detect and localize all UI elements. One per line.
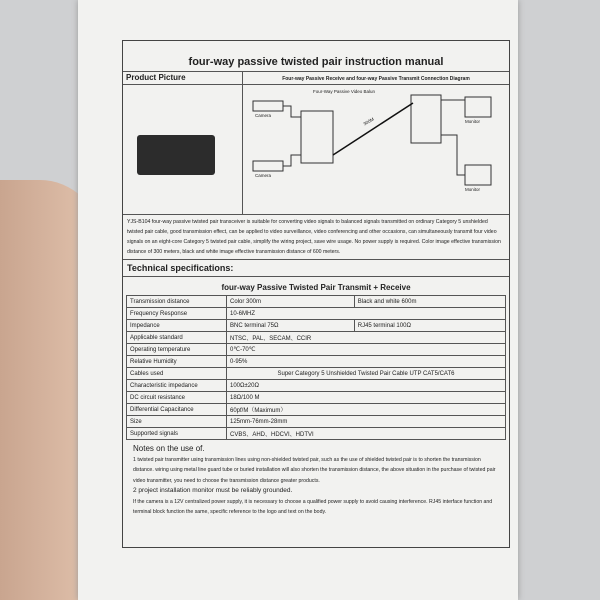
diagram-title: Four-way Passive Receive and four-way Passive Transmit Connection Diagram	[282, 76, 470, 82]
spec-key: Characteristic impedance	[127, 380, 227, 392]
spec-key: Supported signals	[127, 428, 227, 440]
spec-row	[127, 380, 506, 392]
spec-key: DC circuit resistance	[127, 392, 227, 404]
spec-row	[127, 296, 506, 308]
spec-key: Applicable standard	[127, 332, 227, 344]
spec-value: Super Category 5 Unshielded Twisted Pair Cable UTP CAT5/CAT6	[227, 368, 506, 380]
note-2: 2 project installation monitor must be reliably grounded.	[133, 487, 293, 494]
product-description: YJS-B104 four-way passive twisted pair transceiver is suitable for converting video signals to balanced signals transmitted on ordinary Category 5 unshielded twisted pair cable, good transmission effect, can be applied to video surveillance, video conferencing and other occasions, can simultaneously transmit four video signals on an eight-core Category 5 twisted pair cable, simplify the wiring project, save wire usage. No power supply is required. Color image effective transmission distance of 300 meters, black and white image effective transmission distance of 600 meters.	[123, 215, 509, 260]
balun-label: Four-Way Passive Video Balun	[313, 89, 376, 94]
tech-specs-heading: Technical specifications:	[123, 260, 509, 277]
spec-key: Size	[127, 416, 227, 428]
table-title: four-way Passive Twisted Pair Transmit + Receive	[221, 283, 411, 292]
spec-key: Impedance	[127, 320, 227, 332]
spec-value: Black and white 600m	[354, 296, 505, 308]
note-1: 1 twisted pair transmitter using transmission lines using non-shielded twisted pair, such as the use of shielded twisted pair is to shorten the transmission distance. wiring using metal line guard tube or buried installation will also shorten the transmission distance, the above situation in the purchase of twisted pair video transmitter, you need to choose the transmission distance greater products.	[133, 456, 496, 484]
spec-key: Relative Humidity	[127, 356, 227, 368]
spec-value: RJ45 terminal 100Ω	[354, 320, 505, 332]
spec-row	[127, 416, 506, 428]
spec-key: Transmission distance	[127, 296, 227, 308]
spec-row	[127, 368, 506, 380]
spec-key: Cables used	[127, 368, 227, 380]
instruction-manual	[122, 40, 510, 548]
product-picture-label: Product Picture	[123, 72, 243, 84]
spec-row	[127, 308, 506, 320]
spec-value: NTSC、PAL、SECAM、CCIR	[227, 332, 506, 344]
spec-row	[127, 320, 506, 332]
spec-value: 125mm-76mm-28mm	[227, 416, 506, 428]
connection-diagram	[243, 85, 509, 214]
spec-key: Operating temperature	[127, 344, 227, 356]
monitor-label: Monitor	[465, 187, 481, 192]
spec-value: 0-95%	[227, 356, 506, 368]
spec-value: 0℃-70℃	[227, 344, 506, 356]
spec-row	[127, 332, 506, 344]
note-3: If the camera is a 12V centralized power supply, it is necessary to choose a qualified power supply to avoid causing interference. RJ45 interface function and terminal block function the same, specific reference to the logo and text on the body.	[133, 498, 493, 515]
spec-row	[127, 344, 506, 356]
monitor-label: Monitor	[465, 119, 481, 124]
spec-value: 100Ω±20Ω	[227, 380, 506, 392]
diagram-graphic	[243, 85, 510, 215]
distance-label: 300M	[362, 116, 375, 127]
manual-title: four-way passive twisted pair instruction manual	[188, 56, 444, 68]
spec-value: 18Ω/100 M	[227, 392, 506, 404]
spec-table	[126, 295, 506, 440]
spec-key: Differential Capacitance	[127, 404, 227, 416]
spec-value: CVBS、AHD、HDCVI、HDTVI	[227, 428, 506, 440]
camera-label: Camera	[255, 173, 272, 178]
balun-device-image	[137, 135, 215, 175]
notes-heading: Notes on the use of.	[133, 444, 205, 453]
spec-value: 60pf/M（Maximum）	[227, 404, 506, 416]
spec-value: BNC terminal 75Ω	[227, 320, 355, 332]
spec-row	[127, 404, 506, 416]
spec-key: Frequency Response	[127, 308, 227, 320]
spec-value: Color 300m	[227, 296, 355, 308]
spec-row	[127, 428, 506, 440]
camera-label: Camera	[255, 113, 272, 118]
spec-value: 10-6MHZ	[227, 308, 506, 320]
product-photo	[123, 85, 243, 214]
spec-row	[127, 392, 506, 404]
spec-row	[127, 356, 506, 368]
usage-notes	[123, 440, 509, 522]
